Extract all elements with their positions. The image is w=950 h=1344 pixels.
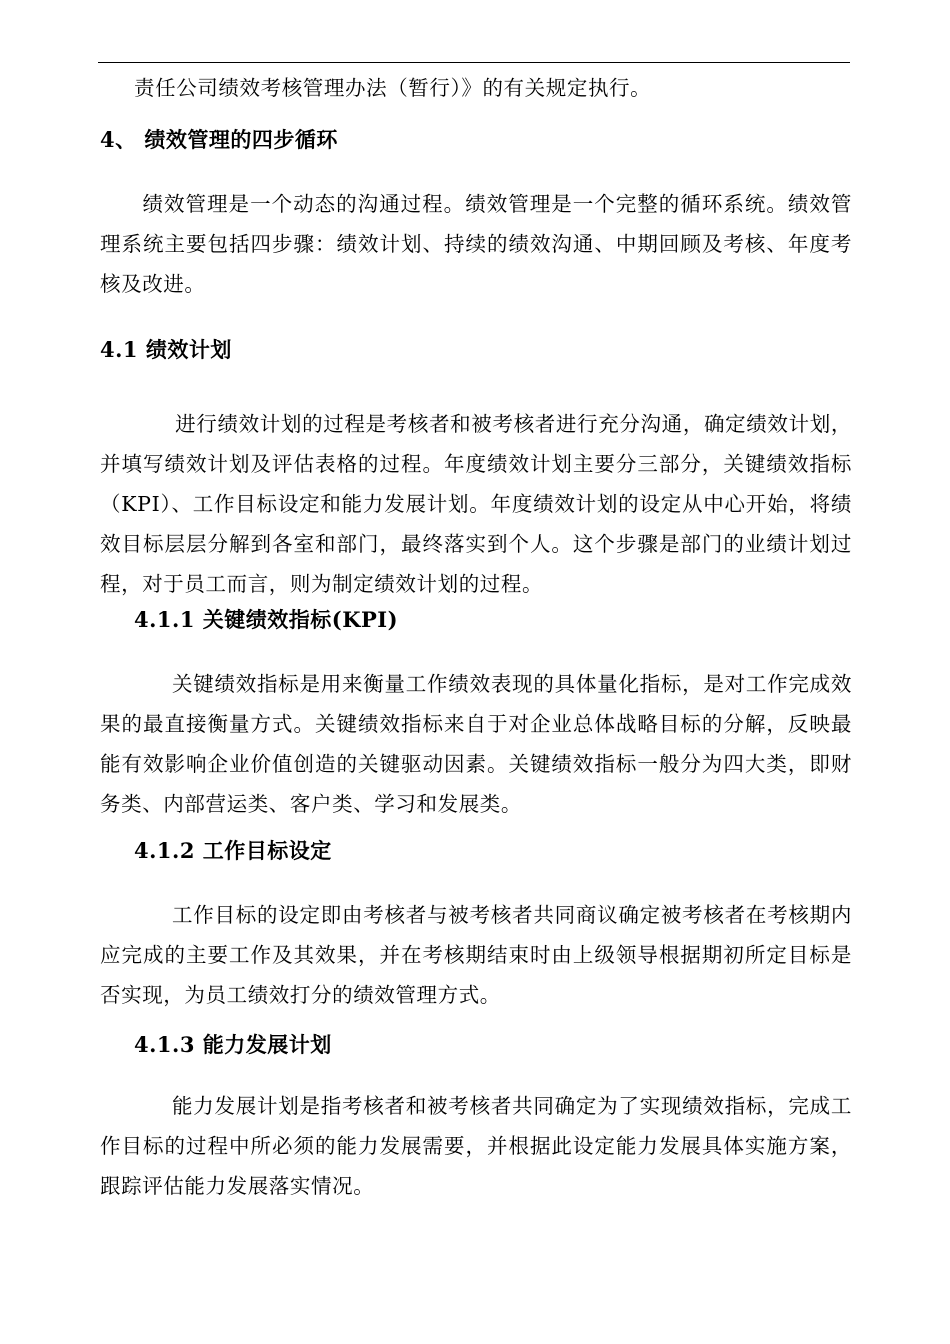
section-4-heading: 4、 绩效管理的四步循环: [100, 127, 338, 152]
continuation-text: 责任公司绩效考核管理办法（暂行）》的有关规定执行。: [134, 76, 652, 100]
section-4-1-3-paragraph: 能力发展计划是指考核者和被考核者共同确定为了实现绩效指标，完成工作目标的过程中所必须的能力发展需要，并根据此设定能力发展具体实施方案，跟踪评估能力发展落实情况。: [100, 1094, 852, 1198]
section-4-1-1-paragraph: 关键绩效指标是用来衡量工作绩效表现的具体量化指标，是对工作完成效果的最直接衡量方式。关键绩效指标来自于对企业总体战略目标的分解，反映最能有效影响企业价值创造的关键驱动因素。关键绩效指标一般分为四大类，即财务类、内部营运类、客户类、学习和发展类。: [100, 672, 852, 816]
section-4-paragraph: 绩效管理是一个动态的沟通过程。绩效管理是一个完整的循环系统。绩效管理系统主要包括四步骤：绩效计划、持续的绩效沟通、中期回顾及考核、年度考核及改进。: [100, 192, 852, 296]
section-4-1-2-paragraph: 工作目标的设定即由考核者与被考核者共同商议确定被考核者在考核期内应完成的主要工作及其效果，并在考核期结束时由上级领导根据期初所定目标是否实现，为员工绩效打分的绩效管理方式。: [100, 903, 852, 1007]
header-rule: [98, 62, 850, 63]
section-4-1-3-heading: 4.1.3 能力发展计划: [134, 1032, 332, 1057]
section-4-1-heading: 4.1 绩效计划: [100, 337, 232, 362]
section-4-1-paragraph: 进行绩效计划的过程是考核者和被考核者进行充分沟通，确定绩效计划，并填写绩效计划及评估表格的过程。年度绩效计划主要分三部分，关键绩效指标（KPI）、工作目标设定和能力发展计划。年度绩效计划的设定从中心开始，将绩效目标层层分解到各室和部门，最终落实到个人。这个步骤是部门的业绩计划过程，对于员工而言，则为制定绩效计划的过程。: [100, 412, 852, 596]
section-4-1-1-heading: 4.1.1 关键绩效指标(KPI): [134, 607, 399, 632]
section-4-1-2-heading: 4.1.2 工作目标设定: [134, 838, 332, 863]
